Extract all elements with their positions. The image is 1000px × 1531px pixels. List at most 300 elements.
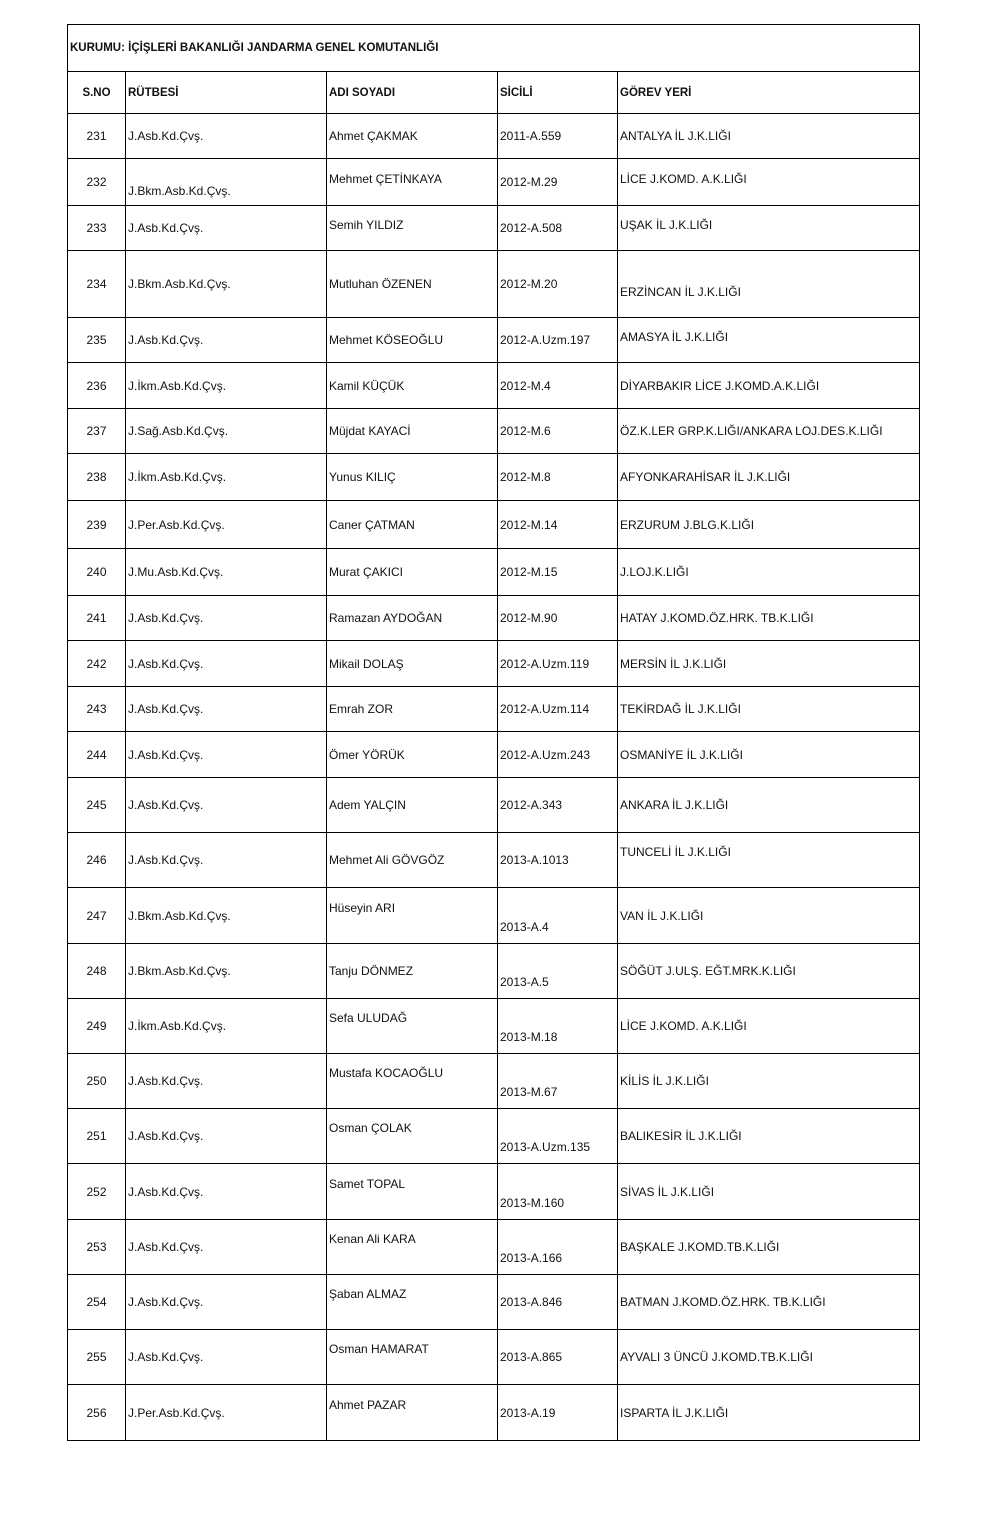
cell-name [327, 1164, 498, 1220]
cell-rank-text: J.İkm.Asb.Kd.Çvş. [128, 470, 227, 484]
cell-sno [68, 833, 126, 888]
cell-rank-text: J.Bkm.Asb.Kd.Çvş. [128, 908, 231, 923]
cell-sicil [498, 687, 618, 732]
cell-sicil-text: 2012-M.14 [500, 517, 558, 532]
cell-sno [68, 363, 126, 409]
cell-sno-text: 249 [86, 1019, 107, 1033]
cell-sno-text: 245 [86, 798, 107, 812]
cell-sicil-text: 2012-A.343 [500, 798, 563, 812]
table-row [68, 999, 920, 1054]
cell-gorev-text: BATMAN J.KOMD.ÖZ.HRK. TB.K.LIĞI [620, 1295, 826, 1309]
cell-gorev-text: ANKARA İL J.K.LIĞI [620, 798, 729, 812]
table-title-row [68, 25, 920, 72]
table-row [68, 454, 920, 501]
cell-name [327, 1220, 498, 1275]
cell-name-text: Hüseyin ARI [329, 900, 396, 915]
cell-sno [68, 1330, 126, 1385]
cell-sicil [498, 1385, 618, 1441]
cell-sno [68, 1220, 126, 1275]
cell-sno-text: 239 [86, 517, 107, 532]
cell-rank-text: J.Per.Asb.Kd.Çvş. [128, 517, 225, 532]
cell-sicil-text: 2013-A.5 [500, 974, 549, 989]
cell-name [327, 944, 498, 999]
cell-name [327, 318, 498, 363]
cell-sno-text: 256 [86, 1405, 107, 1420]
table-row [68, 1275, 920, 1330]
cell-rank [126, 454, 327, 501]
cell-sicil-text: 2013-A.1013 [500, 853, 569, 867]
cell-sno [68, 318, 126, 363]
cell-gorev [618, 501, 920, 549]
cell-gorev-text: HATAY J.KOMD.ÖZ.HRK. TB.K.LIĞI [620, 611, 814, 625]
cell-rank-text: J.Asb.Kd.Çvş. [128, 702, 204, 716]
cell-name-text: Mustafa KOCAOĞLU [329, 1066, 444, 1081]
table-row [68, 641, 920, 687]
cell-sicil-text: 2012-M.20 [500, 277, 558, 291]
table-row [68, 251, 920, 318]
cell-sicil [498, 363, 618, 409]
cell-rank [126, 1054, 327, 1109]
cell-sno-text: 255 [86, 1350, 107, 1364]
cell-name [327, 1385, 498, 1441]
table-row [68, 1109, 920, 1164]
cell-gorev-text: ÖZ.K.LER GRP.K.LIĞI/ANKARA LOJ.DES.K.LIĞI [620, 424, 883, 438]
cell-rank [126, 687, 327, 732]
cell-gorev [618, 833, 920, 888]
cell-rank-text: J.Bkm.Asb.Kd.Çvş. [128, 964, 231, 978]
cell-sno [68, 732, 126, 778]
column-header-sno [68, 72, 126, 114]
cell-name [327, 1275, 498, 1330]
cell-gorev-text: LİCE J.KOMD. A.K.LIĞI [620, 1019, 747, 1033]
cell-sno [68, 501, 126, 549]
cell-name-text: Mehmet KÖSEOĞLU [329, 333, 444, 347]
cell-rank [126, 944, 327, 999]
cell-gorev-text: J.LOJ.K.LIĞI [620, 565, 689, 579]
cell-name-text: Osman HAMARAT [329, 1342, 429, 1357]
cell-sicil-text: 2012-A.508 [500, 221, 563, 235]
cell-sno-text: 251 [86, 1129, 107, 1143]
cell-rank [126, 549, 327, 596]
cell-name-text: Adem YALÇIN [329, 798, 406, 812]
cell-sicil [498, 1054, 618, 1109]
cell-gorev [618, 888, 920, 944]
cell-rank-text: J.Asb.Kd.Çvş. [128, 656, 204, 671]
cell-rank-text: J.Asb.Kd.Çvş. [128, 611, 204, 625]
cell-sicil [498, 999, 618, 1054]
cell-sicil [498, 641, 618, 687]
cell-rank [126, 318, 327, 363]
cell-rank [126, 596, 327, 641]
cell-rank [126, 999, 327, 1054]
cell-name [327, 888, 498, 944]
cell-name [327, 206, 498, 251]
cell-sno-text: 235 [86, 333, 107, 347]
institution-title: KURUMU: İÇİŞLERİ BAKANLIĞI JANDARMA GENEL KOMUTANLIĞI [70, 42, 439, 54]
cell-rank-text: J.Asb.Kd.Çvş. [128, 1350, 204, 1364]
cell-sicil [498, 206, 618, 251]
cell-gorev [618, 778, 920, 833]
cell-sicil-text: 2012-M.90 [500, 611, 558, 625]
cell-sicil-text: 2012-A.Uzm.243 [500, 747, 591, 762]
column-header-sno-text: S.NO [82, 86, 111, 99]
column-header-gorev [618, 72, 920, 114]
cell-sno-text: 231 [86, 129, 107, 143]
cell-sicil-text: 2012-M.29 [500, 175, 558, 189]
table-row [68, 159, 920, 206]
cell-gorev [618, 318, 920, 363]
cell-sno [68, 114, 126, 159]
table-row [68, 1054, 920, 1109]
table-row [68, 1385, 920, 1441]
cell-gorev [618, 1054, 920, 1109]
cell-name [327, 549, 498, 596]
cell-rank [126, 159, 327, 206]
cell-name [327, 409, 498, 454]
cell-rank [126, 114, 327, 159]
table-row [68, 1220, 920, 1275]
cell-rank-text: J.Asb.Kd.Çvş. [128, 1240, 204, 1254]
cell-rank-text: J.Asb.Kd.Çvş. [128, 221, 204, 235]
cell-rank [126, 778, 327, 833]
cell-sicil-text: 2012-M.4 [500, 378, 551, 393]
table-row [68, 114, 920, 159]
cell-name [327, 999, 498, 1054]
cell-gorev [618, 114, 920, 159]
cell-gorev-text: LİCE J.KOMD. A.K.LIĞI [620, 172, 747, 187]
cell-sicil [498, 318, 618, 363]
cell-rank-text: J.Asb.Kd.Çvş. [128, 1129, 204, 1143]
cell-rank-text: J.Asb.Kd.Çvş. [128, 1074, 204, 1088]
cell-rank-text: J.Asb.Kd.Çvş. [128, 129, 204, 143]
cell-sno-text: 243 [86, 702, 107, 716]
cell-gorev-text: ANTALYA İL J.K.LIĞI [620, 129, 731, 143]
cell-sno-text: 241 [86, 611, 107, 625]
cell-sno-text: 237 [86, 424, 107, 438]
cell-gorev [618, 159, 920, 206]
table-row [68, 732, 920, 778]
cell-sicil [498, 159, 618, 206]
cell-name [327, 833, 498, 888]
table-row [68, 206, 920, 251]
cell-name [327, 778, 498, 833]
cell-gorev [618, 206, 920, 251]
cell-sno [68, 1109, 126, 1164]
column-header-sicil-text: SİCİLİ [500, 86, 533, 99]
cell-name-text: Ramazan AYDOĞAN [329, 611, 443, 625]
cell-sno [68, 944, 126, 999]
cell-rank-text: J.İkm.Asb.Kd.Çvş. [128, 1019, 227, 1033]
cell-rank [126, 732, 327, 778]
cell-name-text: Ahmet ÇAKMAK [329, 129, 418, 143]
cell-rank [126, 1385, 327, 1441]
table-row [68, 944, 920, 999]
cell-sno [68, 641, 126, 687]
personnel-table [67, 24, 920, 1441]
cell-gorev-text: SİVAS İL J.K.LIĞI [620, 1184, 715, 1199]
cell-sno-text: 252 [86, 1184, 107, 1199]
cell-name-text: Semih YILDIZ [329, 218, 404, 233]
cell-sicil [498, 888, 618, 944]
cell-gorev-text: BAŞKALE J.KOMD.TB.K.LIĞI [620, 1240, 780, 1254]
cell-name [327, 687, 498, 732]
cell-sno [68, 888, 126, 944]
cell-name [327, 1109, 498, 1164]
cell-sicil-text: 2013-A.4 [500, 919, 549, 934]
cell-sicil-text: 2013-M.160 [500, 1195, 565, 1210]
cell-sno [68, 206, 126, 251]
cell-sicil-text: 2013-A.Uzm.135 [500, 1139, 591, 1154]
cell-sno [68, 409, 126, 454]
cell-name-text: Mutluhan ÖZENEN [329, 277, 432, 291]
cell-gorev [618, 454, 920, 501]
cell-sno [68, 549, 126, 596]
cell-gorev [618, 363, 920, 409]
cell-rank-text: J.Asb.Kd.Çvş. [128, 798, 204, 812]
cell-sno [68, 687, 126, 732]
cell-sno-text: 248 [86, 964, 107, 978]
table-header-row [68, 72, 920, 114]
cell-gorev-text: KİLİS İL J.K.LIĞI [620, 1074, 709, 1088]
cell-name-text: Ömer YÖRÜK [329, 747, 405, 762]
cell-gorev [618, 641, 920, 687]
cell-name-text: Caner ÇATMAN [329, 517, 415, 532]
cell-name [327, 363, 498, 409]
cell-gorev-text: UŞAK İL J.K.LIĞI [620, 218, 713, 233]
cell-rank [126, 206, 327, 251]
cell-sicil [498, 833, 618, 888]
cell-gorev [618, 596, 920, 641]
cell-sno-text: 246 [86, 853, 107, 867]
cell-sno [68, 1275, 126, 1330]
table-row [68, 318, 920, 363]
cell-rank [126, 833, 327, 888]
cell-gorev-text: MERSİN İL J.K.LIĞI [620, 656, 727, 671]
cell-gorev [618, 944, 920, 999]
cell-sicil [498, 454, 618, 501]
cell-sicil [498, 944, 618, 999]
cell-gorev-text: AYVALI 3 ÜNCÜ J.KOMD.TB.K.LIĞI [620, 1350, 813, 1364]
cell-sicil-text: 2012-M.15 [500, 565, 558, 579]
cell-sno [68, 778, 126, 833]
cell-gorev-text: DİYARBAKIR LİCE J.KOMD.A.K.LIĞI [620, 378, 820, 393]
cell-gorev [618, 1330, 920, 1385]
cell-name [327, 251, 498, 318]
cell-rank-text: J.İkm.Asb.Kd.Çvş. [128, 378, 227, 393]
cell-sicil [498, 1164, 618, 1220]
table-row [68, 687, 920, 732]
cell-sno [68, 159, 126, 206]
cell-gorev-text: ERZİNCAN İL J.K.LIĞI [620, 284, 741, 299]
table-row [68, 596, 920, 641]
cell-rank [126, 641, 327, 687]
cell-sno [68, 454, 126, 501]
cell-sicil [498, 1275, 618, 1330]
cell-rank [126, 1330, 327, 1385]
column-header-rank [126, 72, 327, 114]
cell-sicil [498, 549, 618, 596]
cell-name [327, 501, 498, 549]
cell-rank-text: J.Asb.Kd.Çvş. [128, 1184, 204, 1199]
cell-rank [126, 251, 327, 318]
cell-sicil-text: 2013-A.865 [500, 1350, 563, 1364]
cell-sicil-text: 2012-M.6 [500, 424, 551, 438]
cell-sicil [498, 114, 618, 159]
cell-sicil-text: 2013-M.18 [500, 1029, 558, 1044]
cell-sno [68, 1164, 126, 1220]
cell-name-text: Osman ÇOLAK [329, 1121, 412, 1136]
cell-rank [126, 363, 327, 409]
cell-sno-text: 250 [86, 1074, 107, 1088]
table-row [68, 549, 920, 596]
cell-name-text: Mehmet ÇETİNKAYA [329, 172, 442, 187]
cell-sno [68, 1054, 126, 1109]
cell-sno [68, 596, 126, 641]
table-row [68, 778, 920, 833]
cell-rank [126, 409, 327, 454]
cell-name [327, 1054, 498, 1109]
cell-sno [68, 999, 126, 1054]
cell-sicil-text: 2012-M.8 [500, 470, 551, 484]
cell-name-text: Sefa ULUDAĞ [329, 1011, 408, 1026]
cell-gorev [618, 687, 920, 732]
cell-gorev-text: AMASYA İL J.K.LIĞI [620, 330, 729, 345]
cell-sicil-text: 2013-A.166 [500, 1250, 563, 1265]
cell-rank-text: J.Mu.Asb.Kd.Çvş. [128, 565, 224, 579]
cell-gorev-text: ISPARTA İL J.K.LIĞI [620, 1405, 729, 1420]
cell-sno-text: 247 [86, 908, 107, 923]
cell-rank [126, 1275, 327, 1330]
cell-sicil [498, 596, 618, 641]
cell-sno-text: 233 [86, 221, 107, 235]
cell-gorev-text: ERZURUM J.BLG.K.LIĞI [620, 517, 755, 532]
cell-gorev [618, 1385, 920, 1441]
cell-sicil-text: 2011-A.559 [500, 129, 562, 143]
cell-name-text: Kamil KÜÇÜK [329, 378, 405, 393]
cell-sicil-text: 2013-A.846 [500, 1295, 563, 1309]
cell-gorev [618, 1275, 920, 1330]
cell-rank-text: J.Asb.Kd.Çvş. [128, 333, 204, 347]
cell-name [327, 596, 498, 641]
cell-rank-text: J.Bkm.Asb.Kd.Çvş. [128, 277, 231, 291]
table-row [68, 833, 920, 888]
cell-gorev [618, 251, 920, 318]
column-header-rank-text: RÜTBESİ [128, 86, 179, 99]
cell-sicil-text: 2012-A.Uzm.114 [500, 702, 590, 716]
cell-sno-text: 253 [86, 1240, 107, 1254]
cell-rank [126, 1164, 327, 1220]
cell-sicil [498, 778, 618, 833]
cell-gorev [618, 732, 920, 778]
cell-sno [68, 251, 126, 318]
cell-sno-text: 234 [86, 277, 107, 291]
cell-sno-text: 240 [86, 565, 107, 579]
cell-gorev-text: VAN İL J.K.LIĞI [620, 908, 704, 923]
cell-rank [126, 501, 327, 549]
cell-gorev-text: TEKİRDAĞ İL J.K.LIĞI [620, 702, 741, 716]
table-row [68, 1164, 920, 1220]
cell-rank-text: J.Asb.Kd.Çvş. [128, 853, 204, 867]
cell-rank [126, 888, 327, 944]
cell-name-text: Şaban ALMAZ [329, 1287, 407, 1302]
column-header-gorev-text: GÖREV YERİ [620, 86, 692, 99]
cell-sno-text: 244 [86, 747, 107, 762]
cell-sno-text: 242 [86, 656, 107, 671]
column-header-sicil [498, 72, 618, 114]
cell-rank-text: J.Bkm.Asb.Kd.Çvş. [128, 184, 231, 199]
cell-gorev-text: BALIKESİR İL J.K.LIĞI [620, 1129, 742, 1143]
cell-gorev [618, 409, 920, 454]
cell-sicil [498, 1109, 618, 1164]
cell-name [327, 1330, 498, 1385]
column-header-name [327, 72, 498, 114]
cell-name [327, 454, 498, 501]
cell-gorev-text: TUNCELİ İL J.K.LIĞI [620, 845, 731, 860]
cell-rank-text: J.Per.Asb.Kd.Çvş. [128, 1405, 225, 1420]
cell-gorev [618, 1164, 920, 1220]
cell-rank [126, 1109, 327, 1164]
cell-sicil-text: 2013-A.19 [500, 1405, 556, 1420]
cell-name-text: Samet TOPAL [329, 1176, 406, 1191]
cell-name-text: Ahmet PAZAR [329, 1397, 407, 1412]
cell-name [327, 114, 498, 159]
cell-sicil [498, 251, 618, 318]
cell-name-text: Emrah ZOR [329, 702, 394, 716]
cell-gorev-text: SÖĞÜT J.ULŞ. EĞT.MRK.K.LIĞI [620, 964, 796, 978]
cell-sno-text: 232 [86, 175, 107, 189]
cell-name [327, 159, 498, 206]
cell-sno-text: 254 [86, 1295, 107, 1309]
cell-rank-text: J.Asb.Kd.Çvş. [128, 747, 204, 762]
cell-name-text: Yunus KILIÇ [329, 470, 396, 484]
cell-gorev [618, 549, 920, 596]
cell-sicil-text: 2012-A.Uzm.197 [500, 333, 591, 347]
cell-gorev [618, 999, 920, 1054]
column-header-name-text: ADI SOYADI [329, 86, 396, 99]
cell-name-text: Kenan Ali KARA [329, 1232, 416, 1247]
cell-name-text: Mikail DOLAŞ [329, 656, 404, 671]
cell-gorev-text: AFYONKARAHİSAR İL J.K.LIĞI [620, 470, 791, 484]
cell-name-text: Tanju DÖNMEZ [329, 964, 414, 978]
cell-name-text: Mehmet Ali GÖVGÖZ [329, 853, 445, 867]
cell-sno [68, 1385, 126, 1441]
table-row [68, 363, 920, 409]
cell-sicil [498, 1220, 618, 1275]
cell-sicil [498, 409, 618, 454]
cell-rank [126, 1220, 327, 1275]
cell-gorev-text: OSMANİYE İL J.K.LIĞI [620, 747, 743, 762]
cell-name-text: Murat ÇAKICI [329, 565, 404, 579]
cell-name-text: Müjdat KAYACİ [329, 424, 411, 438]
cell-rank-text: J.Asb.Kd.Çvş. [128, 1295, 204, 1309]
cell-gorev [618, 1220, 920, 1275]
table-row [68, 888, 920, 944]
cell-name [327, 641, 498, 687]
table-row [68, 1330, 920, 1385]
cell-rank-text: J.Sağ.Asb.Kd.Çvş. [128, 424, 229, 438]
cell-sicil [498, 1330, 618, 1385]
cell-sicil [498, 501, 618, 549]
cell-sicil-text: 2012-A.Uzm.119 [500, 656, 590, 671]
cell-sno-text: 236 [86, 378, 107, 393]
cell-sno-text: 238 [86, 470, 107, 484]
cell-sicil [498, 732, 618, 778]
table-row [68, 409, 920, 454]
cell-sicil-text: 2013-M.67 [500, 1084, 558, 1099]
cell-name [327, 732, 498, 778]
cell-gorev [618, 1109, 920, 1164]
table-row [68, 501, 920, 549]
